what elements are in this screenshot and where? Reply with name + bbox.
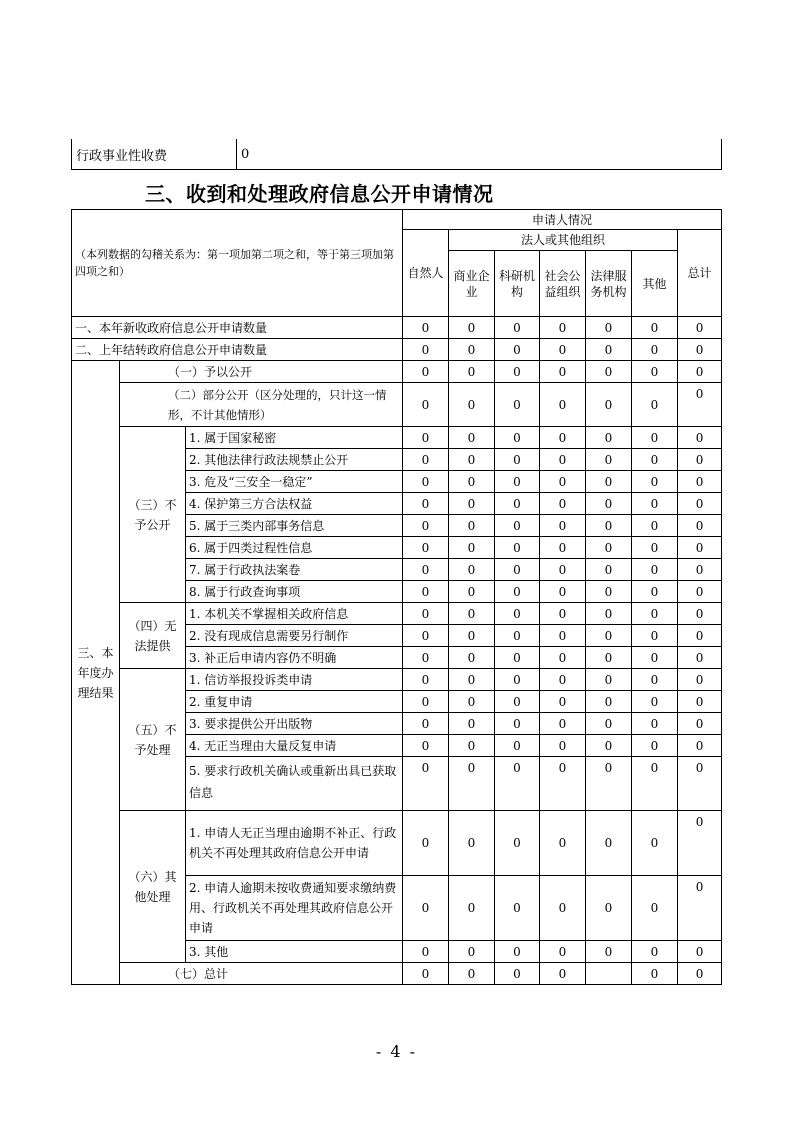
row-label: 3. 要求提供公开出版物 — [186, 713, 403, 735]
cell: 0 — [586, 603, 632, 625]
cell: 0 — [632, 713, 678, 735]
cell: 0 — [449, 581, 495, 603]
cell: 0 — [540, 603, 586, 625]
row-label: （二）部分公开（区分处理的，只计这一情形，不计其他情形） — [120, 383, 403, 427]
cell: 0 — [403, 625, 449, 647]
cell: 0 — [403, 515, 449, 537]
cell: 0 — [678, 317, 722, 339]
cell: 0 — [540, 559, 586, 581]
cell: 0 — [403, 493, 449, 515]
cell: 0 — [449, 317, 495, 339]
row-label: 2. 没有现成信息需要另行制作 — [186, 625, 403, 647]
cell: 0 — [632, 811, 678, 876]
group-label-p3: （三）不予公开 — [120, 427, 186, 603]
cell: 0 — [449, 713, 495, 735]
cell: 0 — [403, 581, 449, 603]
cell: 0 — [678, 383, 722, 427]
cell: 0 — [495, 559, 540, 581]
cell: 0 — [678, 625, 722, 647]
cell: 0 — [495, 603, 540, 625]
cell: 0 — [449, 471, 495, 493]
cell: 0 — [632, 471, 678, 493]
row-label: 2. 申请人逾期未按收费通知要求缴纳费用、行政机关不再处理其政府信息公开申请 — [186, 876, 403, 941]
cell: 0 — [495, 876, 540, 941]
cell: 0 — [449, 811, 495, 876]
page-number: - 4 - — [375, 1042, 418, 1061]
cell: 0 — [403, 471, 449, 493]
cell: 0 — [403, 876, 449, 941]
cell: 0 — [540, 383, 586, 427]
cell: 0 — [540, 317, 586, 339]
cell: 0 — [403, 317, 449, 339]
cell: 0 — [495, 581, 540, 603]
cell: 0 — [540, 581, 586, 603]
cell: 0 — [403, 361, 449, 383]
cell: 0 — [586, 735, 632, 757]
cell: 0 — [586, 537, 632, 559]
table-row — [72, 339, 722, 361]
cell: 0 — [540, 691, 586, 713]
cell: 0 — [678, 427, 722, 449]
cell: 0 — [449, 963, 495, 985]
group-label-p5: （五）不予处理 — [120, 669, 186, 811]
fee-row — [72, 139, 722, 170]
cell: 0 — [495, 361, 540, 383]
header-note: （本列数据的勾稽关系为：第一项加第二项之和，等于第三项加第四项之和） — [72, 210, 403, 317]
cell: 0 — [449, 537, 495, 559]
cell: 0 — [678, 581, 722, 603]
group-label-p6: （六）其他处理 — [120, 811, 186, 963]
cell: 0 — [495, 493, 540, 515]
table-row — [72, 811, 722, 876]
row-label: 4. 保护第三方合法权益 — [186, 493, 403, 515]
cell: 0 — [495, 757, 540, 811]
row-label: 8. 属于行政查询事项 — [186, 581, 403, 603]
cell: 0 — [540, 493, 586, 515]
cell: 0 — [678, 559, 722, 581]
cell: 0 — [678, 493, 722, 515]
cell: 0 — [632, 941, 678, 963]
cell: 0 — [678, 339, 722, 361]
cell: 0 — [495, 449, 540, 471]
cell: 0 — [586, 383, 632, 427]
fee-value: 0 — [237, 139, 722, 170]
cell: 0 — [403, 559, 449, 581]
cell: 0 — [403, 669, 449, 691]
cell: 0 — [403, 691, 449, 713]
row-label: 1. 信访举报投诉类申请 — [186, 669, 403, 691]
cell: 0 — [632, 383, 678, 427]
cell: 0 — [540, 625, 586, 647]
cell: 0 — [540, 669, 586, 691]
cell: 0 — [403, 941, 449, 963]
cell: 0 — [495, 963, 540, 985]
cell: 0 — [540, 713, 586, 735]
cell: 0 — [449, 603, 495, 625]
cell: 0 — [495, 625, 540, 647]
cell: 0 — [403, 537, 449, 559]
cell: 0 — [678, 515, 722, 537]
cell: 0 — [540, 941, 586, 963]
table-row — [72, 669, 722, 691]
cell: 0 — [632, 876, 678, 941]
cell: 0 — [678, 449, 722, 471]
cell: 0 — [403, 383, 449, 427]
cell: 0 — [586, 471, 632, 493]
cell: 0 — [540, 647, 586, 669]
cell: 0 — [449, 735, 495, 757]
cell: 0 — [540, 515, 586, 537]
cell: 0 — [632, 757, 678, 811]
cell: 0 — [632, 669, 678, 691]
cell: 0 — [678, 713, 722, 735]
cell: 0 — [586, 757, 632, 811]
header-law: 法律服务机构 — [586, 251, 632, 317]
row-label: 1. 申请人无正当理由逾期不补正、行政机关不再处理其政府信息公开申请 — [186, 811, 403, 876]
table-row — [72, 317, 722, 339]
row-label: 6. 属于四类过程性信息 — [186, 537, 403, 559]
cell: 0 — [632, 339, 678, 361]
cell: 0 — [449, 941, 495, 963]
cell: 0 — [678, 471, 722, 493]
header-social: 社会公益组织 — [540, 251, 586, 317]
cell: 0 — [678, 735, 722, 757]
cell: 0 — [540, 735, 586, 757]
cell: 0 — [495, 471, 540, 493]
cell: 0 — [586, 713, 632, 735]
application-table — [71, 209, 722, 985]
cell: 0 — [403, 339, 449, 361]
header-total: 总计 — [678, 230, 722, 317]
group-results-label: 三、本年度办理结果 — [72, 361, 120, 985]
cell: 0 — [495, 669, 540, 691]
table-row — [72, 383, 722, 427]
cell: 0 — [632, 493, 678, 515]
header-applicant: 申请人情况 — [403, 210, 722, 230]
cell: 0 — [632, 317, 678, 339]
cell: 0 — [586, 559, 632, 581]
cell: 0 — [495, 691, 540, 713]
header-natural: 自然人 — [403, 230, 449, 317]
cell: 0 — [403, 647, 449, 669]
cell: 0 — [449, 383, 495, 427]
cell: 0 — [495, 941, 540, 963]
cell: 0 — [403, 735, 449, 757]
row-label: 7. 属于行政执法案卷 — [186, 559, 403, 581]
row-label: （七）总计 — [120, 963, 403, 985]
cell: 0 — [540, 537, 586, 559]
cell: 0 — [495, 339, 540, 361]
cell: 0 — [449, 559, 495, 581]
cell: 0 — [403, 449, 449, 471]
cell: 0 — [540, 361, 586, 383]
cell: 0 — [449, 876, 495, 941]
cell: 0 — [540, 339, 586, 361]
cell: 0 — [540, 449, 586, 471]
cell: 0 — [495, 647, 540, 669]
row-label: 2. 重复申请 — [186, 691, 403, 713]
row-label: 5. 属于三类内部事务信息 — [186, 515, 403, 537]
cell: 0 — [495, 537, 540, 559]
cell: 0 — [586, 669, 632, 691]
cell: 0 — [586, 941, 632, 963]
cell: 0 — [678, 691, 722, 713]
row-label: （一）予以公开 — [120, 361, 403, 383]
row-label: 二、上年结转政府信息公开申请数量 — [72, 339, 403, 361]
cell: 0 — [449, 669, 495, 691]
cell: 0 — [449, 361, 495, 383]
cell: 0 — [586, 493, 632, 515]
cell: 0 — [632, 691, 678, 713]
cell: 0 — [449, 625, 495, 647]
row-label: 2. 其他法律行政法规禁止公开 — [186, 449, 403, 471]
table-row — [72, 603, 722, 625]
cell: 0 — [632, 625, 678, 647]
cell: 0 — [632, 537, 678, 559]
cell: 0 — [632, 559, 678, 581]
cell: 0 — [403, 427, 449, 449]
cell: 0 — [495, 317, 540, 339]
row-label: 5. 要求行政机关确认或重新出具已获取信息 — [186, 757, 403, 811]
cell: 0 — [678, 757, 722, 811]
cell: 0 — [495, 515, 540, 537]
section-title: 三、收到和处理政府信息公开申请情况 — [145, 182, 494, 206]
cell: 0 — [632, 735, 678, 757]
cell: 0 — [495, 735, 540, 757]
cell: 0 — [586, 625, 632, 647]
cell: 0 — [540, 471, 586, 493]
cell: 0 — [632, 427, 678, 449]
header-other: 其他 — [632, 251, 678, 317]
cell: 0 — [449, 427, 495, 449]
cell: 0 — [632, 581, 678, 603]
cell: 0 — [678, 603, 722, 625]
cell: 0 — [540, 427, 586, 449]
cell: 0 — [586, 811, 632, 876]
row-label: 3. 危及“三安全一稳定” — [186, 471, 403, 493]
header-commercial: 商业企业 — [449, 251, 495, 317]
table-row — [72, 361, 722, 383]
fee-table — [71, 139, 722, 170]
row-label: 一、本年新收政府信息公开申请数量 — [72, 317, 403, 339]
cell: 0 — [586, 691, 632, 713]
cell: 0 — [586, 339, 632, 361]
cell: 0 — [678, 876, 722, 941]
table-row — [72, 963, 722, 985]
row-label: 1. 本机关不掌握相关政府信息 — [186, 603, 403, 625]
cell: 0 — [449, 339, 495, 361]
cell: 0 — [586, 515, 632, 537]
cell: 0 — [586, 317, 632, 339]
cell: 0 — [403, 603, 449, 625]
cell — [586, 963, 632, 985]
cell: 0 — [449, 493, 495, 515]
cell: 0 — [540, 963, 586, 985]
cell: 0 — [495, 811, 540, 876]
cell: 0 — [678, 963, 722, 985]
cell: 0 — [540, 757, 586, 811]
cell: 0 — [632, 603, 678, 625]
cell: 0 — [586, 876, 632, 941]
cell: 0 — [632, 515, 678, 537]
group-label-p4: （四）无法提供 — [120, 603, 186, 669]
cell: 0 — [540, 876, 586, 941]
row-label: 4. 无正当理由大量反复申请 — [186, 735, 403, 757]
cell: 0 — [586, 361, 632, 383]
cell: 0 — [678, 941, 722, 963]
cell: 0 — [632, 963, 678, 985]
cell: 0 — [403, 757, 449, 811]
cell: 0 — [403, 713, 449, 735]
cell: 0 — [403, 811, 449, 876]
cell: 0 — [586, 647, 632, 669]
cell: 0 — [403, 963, 449, 985]
cell: 0 — [632, 361, 678, 383]
cell: 0 — [586, 427, 632, 449]
table-row — [72, 427, 722, 449]
header-legal: 法人或其他组织 — [449, 230, 678, 251]
cell: 0 — [632, 647, 678, 669]
header-research: 科研机构 — [495, 251, 540, 317]
cell: 0 — [449, 515, 495, 537]
cell: 0 — [632, 449, 678, 471]
cell: 0 — [678, 811, 722, 876]
cell: 0 — [449, 647, 495, 669]
cell: 0 — [495, 713, 540, 735]
cell: 0 — [678, 669, 722, 691]
row-label: 3. 补正后申请内容仍不明确 — [186, 647, 403, 669]
row-label: 3. 其他 — [186, 941, 403, 963]
cell: 0 — [586, 581, 632, 603]
cell: 0 — [449, 757, 495, 811]
cell: 0 — [586, 449, 632, 471]
row-label: 1. 属于国家秘密 — [186, 427, 403, 449]
fee-label: 行政事业性收费 — [72, 139, 237, 170]
cell: 0 — [495, 427, 540, 449]
cell: 0 — [449, 449, 495, 471]
cell: 0 — [540, 811, 586, 876]
cell: 0 — [678, 537, 722, 559]
cell: 0 — [678, 361, 722, 383]
cell: 0 — [678, 647, 722, 669]
cell: 0 — [449, 691, 495, 713]
cell: 0 — [495, 383, 540, 427]
